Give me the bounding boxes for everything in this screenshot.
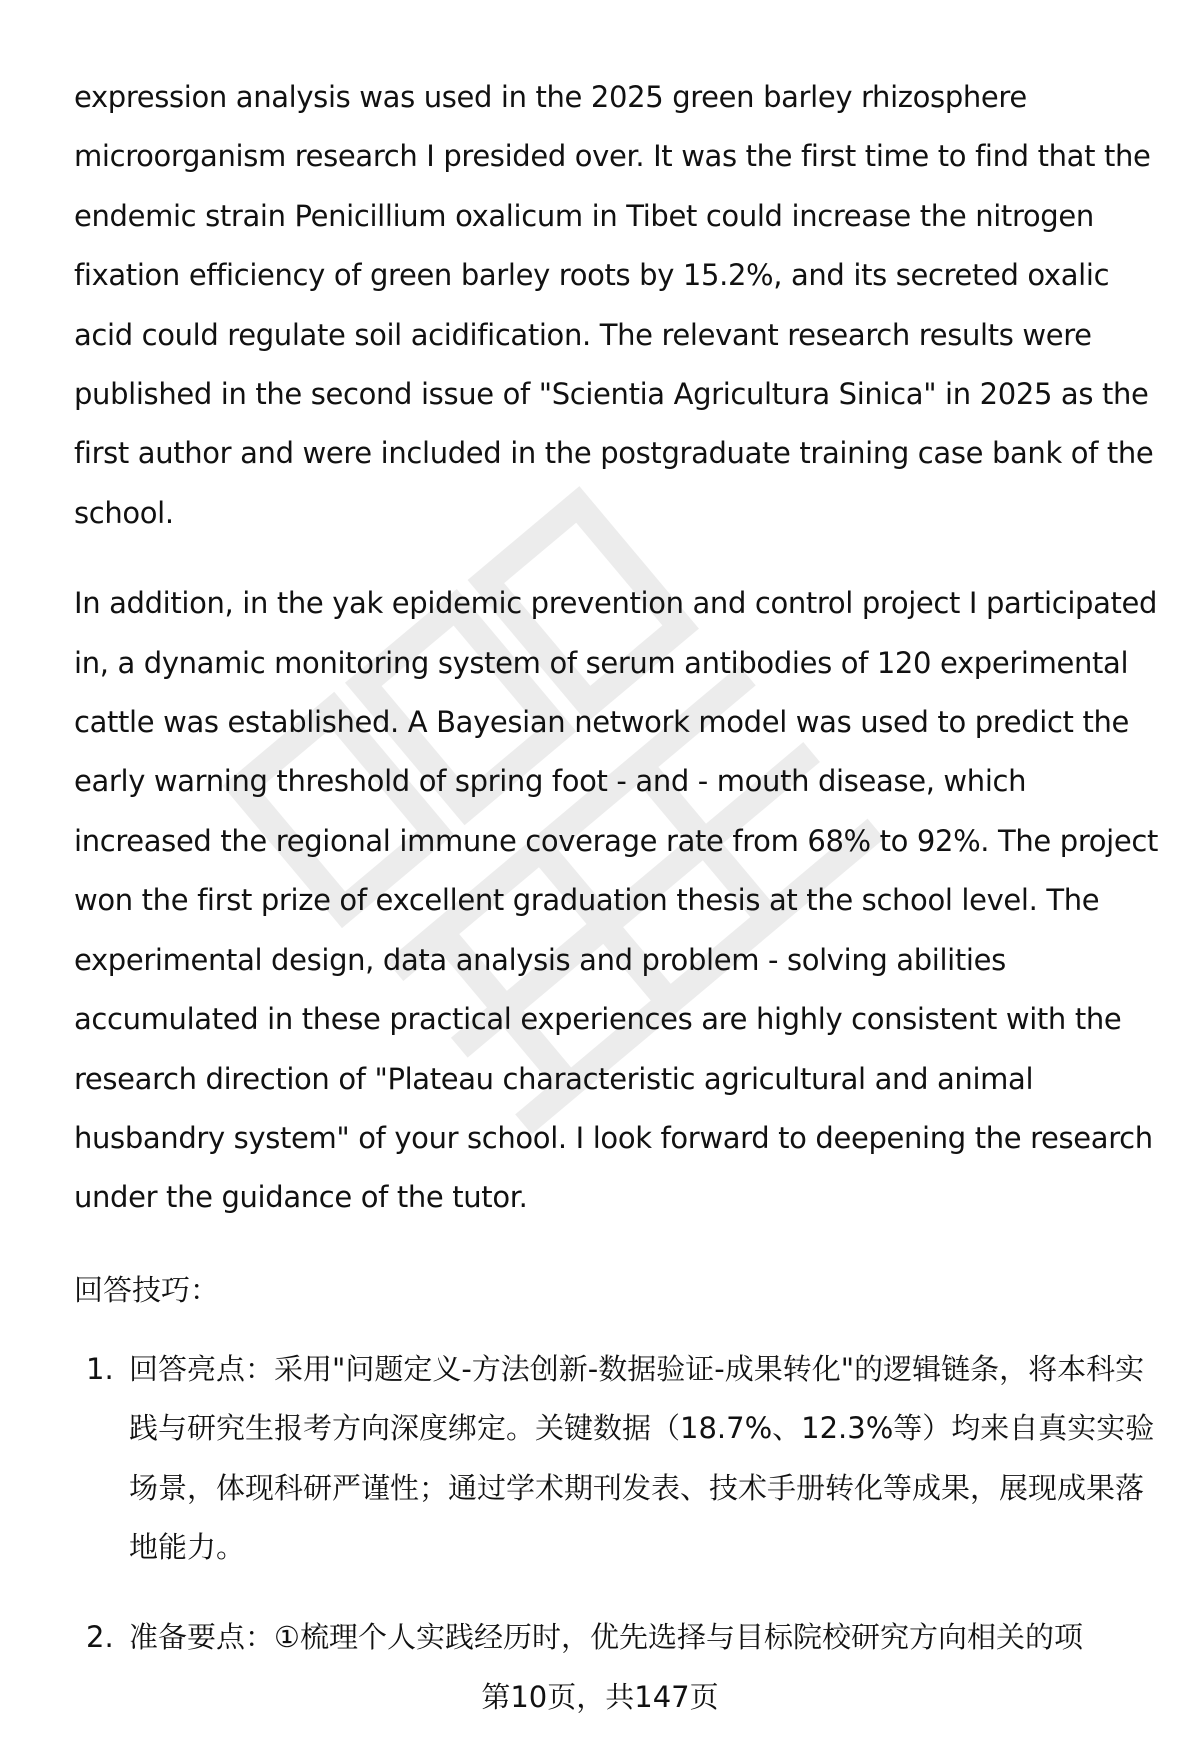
list-item (74, 1340, 1164, 1578)
document-page (74, 68, 1164, 1699)
tips-label: 回答技巧： (74, 1272, 220, 1307)
list-item (74, 1608, 1164, 1667)
list-item-number: 2. (86, 1620, 114, 1655)
list-item-text: 准备要点：①梳理个人实践经历时，优先选择与目标院校研究方向相关的项 (129, 1620, 1083, 1655)
body-paragraph-2: In addition, in the yak epidemic prevention and control project I participated in, a dynamic monitoring system of serum antibodies of 120 experimental cattle was established. A Bayesian network model was used to predict the early warning threshold of spring foot - and - mouth disease, which increased the regional immune coverage rate from 68% to 92%. The project won the first prize of excellent graduation thesis at the school level. The experimental design, data analysis and problem - solving abilities accumulated in these practical experiences are highly consistent with the research direction of "Plateau characteristic agricultural and animal husbandry system" of your school. I look forward to deepening the research under the guidance of the tutor. (74, 586, 1158, 1215)
list-item-number: 1. (86, 1351, 114, 1386)
body-paragraph-1: expression analysis was used in the 2025 green barley rhizosphere microorganism research I presided over. It was the first time to find that the endemic strain Penicillium oxalicum in Tibet could increase the nitrogen fixation efficiency of green barley roots by 15.2%, and its secreted oxalic acid could regulate soil acidification. The relevant research results were published in the second issue of "Scientia Agricultura Sinica" in 2025 as the first author and were included in the postgraduate training case bank of the school. (74, 80, 1154, 530)
list-item-text: 回答亮点：采用"问题定义-方法创新-数据验证-成果转化"的逻辑链条，将本科实践与研究生报考方向深度绑定。关键数据（18.7%、12.3%等）均来自真实实验场景，体现科研严谨性；通过学术期刊发表、技术手册转化等成果，展现成果落地能力。 (129, 1351, 1155, 1564)
page-footer: 第10页，共147页 (481, 1680, 719, 1714)
tips-list (74, 1340, 1164, 1668)
